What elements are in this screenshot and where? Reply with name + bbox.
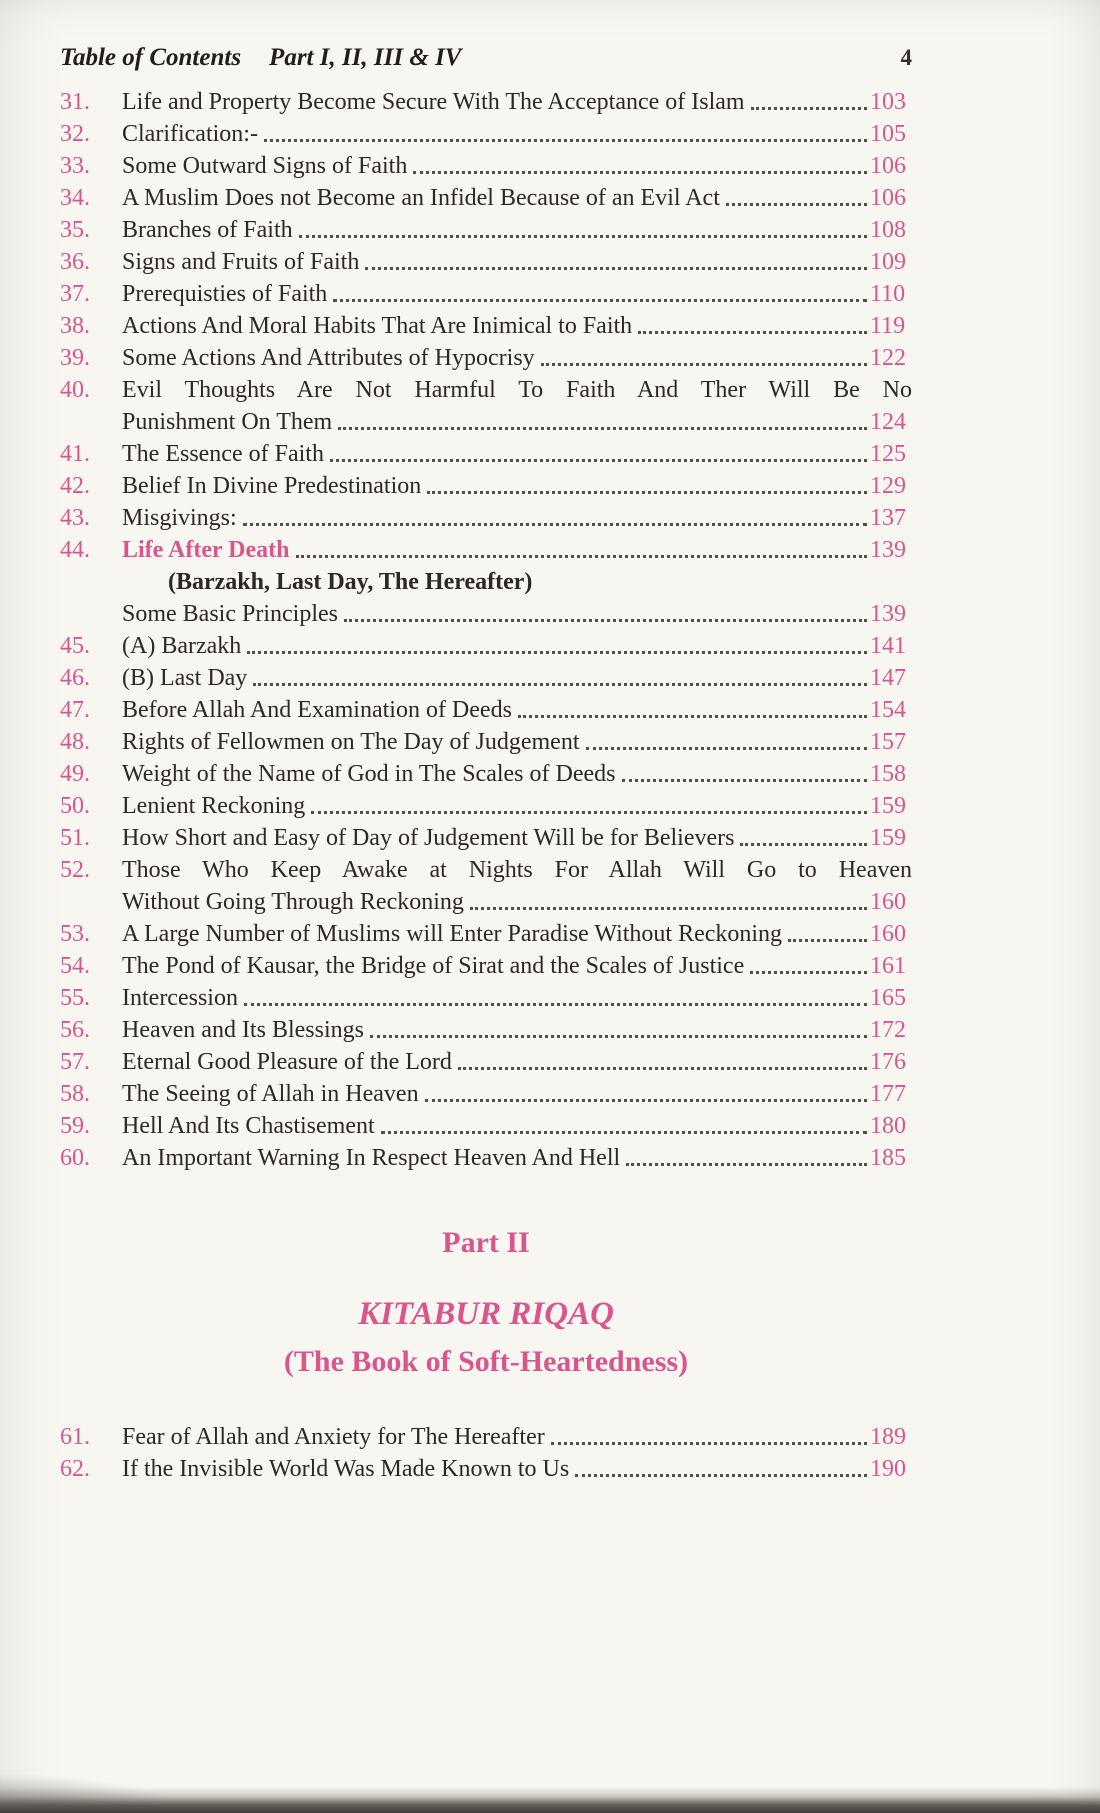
entry-number: 45. [60,633,90,659]
entry-number: 44. [60,537,90,563]
entry-number: 54. [60,953,90,979]
entry-number: 49. [60,761,90,787]
entry-page: 139 [870,537,906,563]
toc-entry [60,310,912,342]
entry-page: 180 [870,1113,906,1139]
entry-title: Intercession [122,985,238,1011]
entry-page: 105 [870,121,906,147]
book-title: KITABUR RIQAQ [358,1296,614,1332]
dotted-leader [750,971,867,974]
dotted-leader [788,939,867,942]
entry-number: 55. [60,985,90,1011]
dotted-leader [638,331,867,334]
dotted-leader [740,843,867,846]
header-title [60,44,461,72]
entry-title: Some Outward Signs of Faith [122,153,408,179]
entry-title: Prerequisties of Faith [122,281,328,307]
folio-page-number: 4 [900,45,912,70]
dotted-leader [470,907,867,910]
dotted-leader [243,523,867,526]
entry-number: 57. [60,1049,90,1075]
entry-title-line1: Evil Thoughts Are Not Harmful To Faith And Ther Will Be No [122,377,912,403]
dotted-leader [333,299,867,302]
entry-page: 110 [870,281,906,307]
toc-entry [60,182,912,214]
dotted-leader [264,139,867,142]
entry-page: 141 [870,633,906,659]
toc-list-part2 [60,1421,912,1485]
dotted-leader [253,683,867,686]
entry-page: 137 [870,505,906,531]
entry-page: 147 [870,665,906,691]
entry-title-line1: Those Who Keep Awake at Nights For Allah Will Go to Heaven [122,857,912,883]
entry-page: 103 [870,89,906,115]
toc-entry [60,470,912,502]
entry-title: Fear of Allah and Anxiety for The Hereafter [122,1424,545,1450]
toc-entry [60,438,912,470]
dotted-leader [330,459,867,462]
header-title-left: Table of Contents [60,44,242,71]
entry-title: Life After Death [122,537,290,563]
toc-entry [60,726,912,758]
toc-entry [60,1046,912,1078]
toc-entry [60,278,912,310]
toc-entry [60,342,912,374]
entry-number: 43. [60,505,90,531]
toc-entry [60,86,912,118]
dotted-leader [365,267,867,270]
entry-title: The Essence of Faith [122,441,324,467]
toc-entry [60,822,912,854]
entry-title: A Large Number of Muslims will Enter Paradise Without Reckoning [122,921,783,947]
entry-number: 38. [60,313,90,339]
entry-title: Hell And Its Chastisement [122,1113,375,1139]
entry-number: 35. [60,217,90,243]
entry-title: The Seeing of Allah in Heaven [122,1081,419,1107]
entry-number: 51. [60,825,90,851]
entry-page: 129 [870,473,906,499]
entry-title: Rights of Fellowmen on The Day of Judgement [122,729,580,755]
entry-number: 50. [60,793,90,819]
entry-page: 154 [870,697,906,723]
entry-page: 106 [870,153,906,179]
header-title-right: Part I, II, III & IV [269,44,462,71]
entry-number: 42. [60,473,90,499]
toc-entry [60,502,912,534]
entry-title: (B) Last Day [122,665,248,691]
entry-page: 125 [870,441,906,467]
entry-title: If the Invisible World Was Made Known to Us [122,1456,570,1482]
toc-entry [60,854,912,886]
dotted-leader [381,1131,867,1134]
toc-entry-continuation [60,406,912,438]
toc-entry [60,694,912,726]
entry-number: 36. [60,249,90,275]
entry-number: 53. [60,921,90,947]
entry-title: An Important Warning In Respect Heaven And Hell [122,1145,621,1171]
entry-page: 159 [870,825,906,851]
entry-page: 161 [870,953,906,979]
entry-number: 52. [60,857,90,883]
entry-page: 160 [870,921,906,947]
toc-entry [60,918,912,950]
entry-title: Heaven and Its Blessings [122,1017,364,1043]
dotted-leader [247,651,867,654]
dotted-leader [413,171,867,174]
entry-number: 60. [60,1145,90,1171]
entry-number: 48. [60,729,90,755]
entry-title: Before Allah And Examination of Deeds [122,697,512,723]
entry-title: Some Basic Principles [122,601,338,627]
scan-edge-bottom [0,1787,1100,1813]
entry-page: 106 [870,185,906,211]
entry-page: 177 [870,1081,906,1107]
entry-page: 190 [870,1456,906,1482]
toc-entry [60,630,912,662]
entry-page: 160 [870,889,906,915]
entry-page: 109 [870,249,906,275]
entry-title: Life and Property Become Secure With The Acceptance of Islam [122,89,745,115]
entry-page: 124 [870,409,906,435]
toc-entry [60,982,912,1014]
toc-entry [60,214,912,246]
entry-page: 165 [870,985,906,1011]
dotted-leader [518,715,867,718]
entry-number: 59. [60,1113,90,1139]
toc-entry [60,150,912,182]
toc-list-part1 [60,86,912,1174]
entry-page: 119 [870,313,906,339]
entry-title: A Muslim Does not Become an Infidel Because of an Evil Act [122,185,720,211]
entry-title: Misgivings: [122,505,237,531]
entry-number: 61. [60,1424,90,1450]
entry-title-line2: Punishment On Them [122,409,333,435]
entry-number: 32. [60,121,90,147]
toc-entry [60,1014,912,1046]
entry-title: Eternal Good Pleasure of the Lord [122,1049,452,1075]
entry-title: Belief In Divine Predestination [122,473,422,499]
toc-entry [60,950,912,982]
entry-title: The Pond of Kausar, the Bridge of Sirat and the Scales of Justice [122,953,745,979]
entry-title: How Short and Easy of Day of Judgement Will be for Believers [122,825,735,851]
part-heading: Part II [442,1226,530,1259]
entry-title-line2: Without Going Through Reckoning [122,889,464,915]
entry-number: 33. [60,153,90,179]
entry-page: 122 [870,345,906,371]
entry-number: 47. [60,697,90,723]
entry-number: 56. [60,1017,90,1043]
dotted-leader [622,779,868,782]
toc-entry [60,1142,912,1174]
dotted-leader [726,203,867,206]
toc-entry [60,1421,912,1453]
entry-title: Clarification:- [122,121,258,147]
toc-entry [60,1453,912,1485]
dotted-leader [751,107,867,110]
toc-entry [60,374,912,406]
entry-page: 159 [870,793,906,819]
entry-number: 58. [60,1081,90,1107]
toc-entry [60,758,912,790]
entry-title: Weight of the Name of God in The Scales of Deeds [122,761,616,787]
dotted-leader [338,427,867,430]
entry-title: Signs and Fruits of Faith [122,249,360,275]
entry-number: 40. [60,377,90,403]
dotted-leader [458,1067,867,1070]
dotted-leader [299,235,867,238]
dotted-leader [370,1035,867,1038]
entry-number: 31. [60,89,90,115]
entry-title: Lenient Reckoning [122,793,306,819]
dotted-leader [575,1474,867,1477]
entry-page: 172 [870,1017,906,1043]
entry-number: 37. [60,281,90,307]
toc-entry [60,790,912,822]
toc-header [60,44,912,72]
entry-page: 185 [870,1145,906,1171]
book-subtitle: (The Book of Soft-Heartedness) [283,1345,689,1378]
subheading-text: (Barzakh, Last Day, The Hereafter) [168,569,533,595]
dotted-leader [626,1163,867,1166]
toc-subheading [60,566,912,598]
dotted-leader [311,811,867,814]
entry-title: Branches of Faith [122,217,293,243]
toc-entry [60,246,912,278]
dotted-leader [586,747,868,750]
toc-entry [60,118,912,150]
toc-entry [60,598,912,630]
dotted-leader [344,619,867,622]
dotted-leader [296,555,867,558]
toc-entry-life-after-death [60,534,912,566]
entry-page: 157 [870,729,906,755]
entry-number: 62. [60,1456,90,1482]
dotted-leader [425,1099,867,1102]
entry-page: 139 [870,601,906,627]
entry-page: 108 [870,217,906,243]
entry-number: 39. [60,345,90,371]
toc-entry [60,1078,912,1110]
entry-number: 34. [60,185,90,211]
entry-title: Some Actions And Attributes of Hypocrisy [122,345,535,371]
dotted-leader [244,1003,867,1006]
toc-entry [60,1110,912,1142]
entry-page: 189 [870,1424,906,1450]
dotted-leader [551,1442,867,1445]
toc-entry [60,662,912,694]
dotted-leader [541,363,867,366]
entry-page: 158 [870,761,906,787]
entry-page: 176 [870,1049,906,1075]
part2-section [60,1226,912,1379]
dotted-leader [427,491,867,494]
entry-number: 46. [60,665,90,691]
entry-title: (A) Barzakh [122,633,242,659]
entry-title: Actions And Moral Habits That Are Inimical to Faith [122,313,633,339]
entry-number: 41. [60,441,90,467]
toc-entry-continuation [60,886,912,918]
